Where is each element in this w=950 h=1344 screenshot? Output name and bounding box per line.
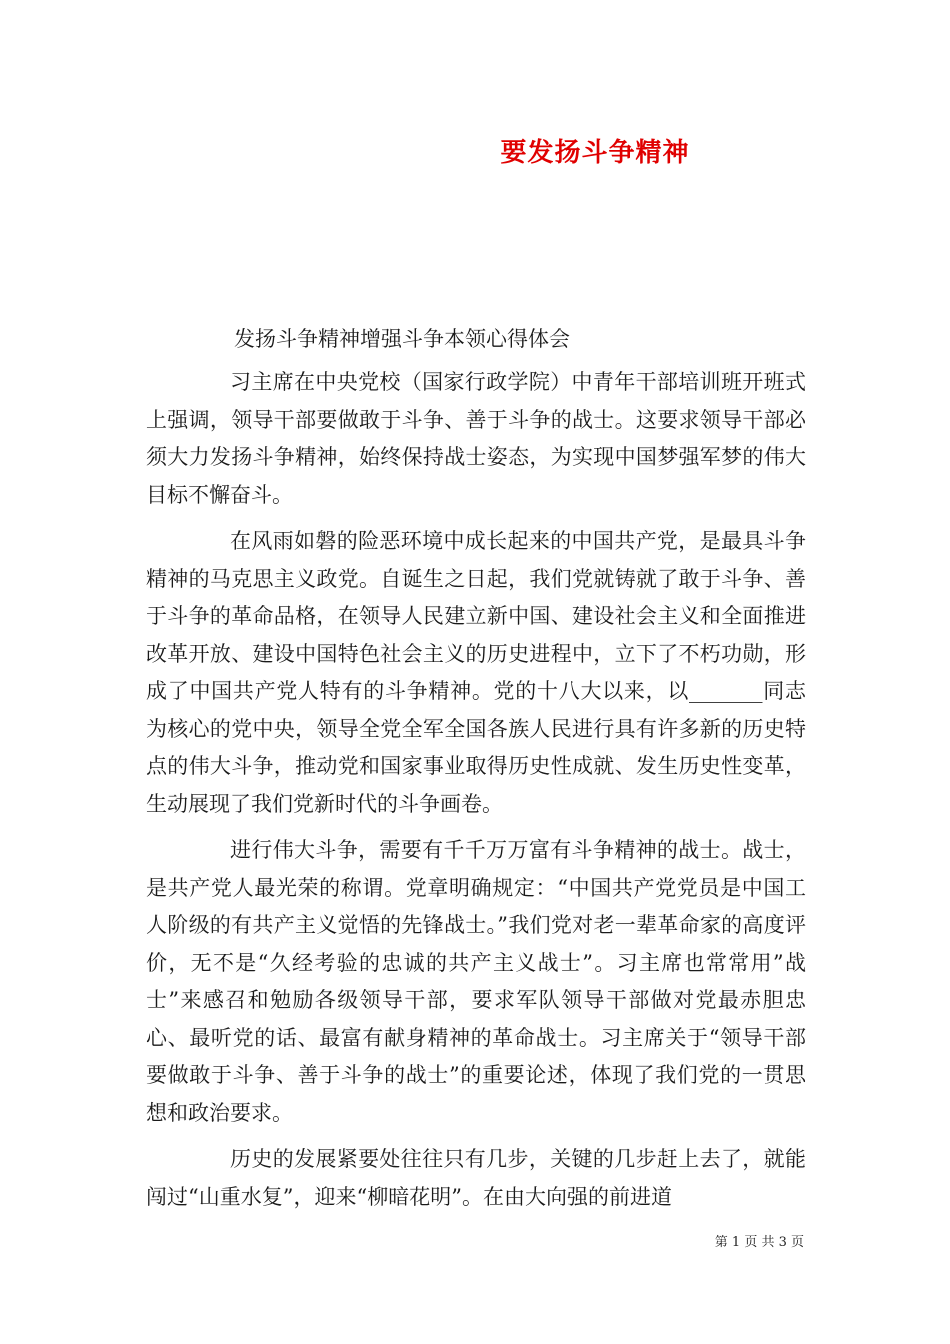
body-paragraph: 在风雨如磐的险恶环境中成长起来的中国共产党，是最具斗争精神的马克思主义政党。自诞生之日起，我们党就铸就了敢于斗争、善于斗争的革命品格，在领导人民建立新中国、建设社会主义和全面推进改革开放、建设中国特色社会主义的历史进程中，立下了不朽功勋，形成了中国共产党人特有的斗争精神。党的十八大以来，以_______同志为核心的党中央，领导全党全军全国各族人民进行具有许多新的历史特点的伟大斗争，推动党和国家事业取得历史性成就、发生历史性变革，生动展现了我们党新时代的斗争画卷。 — [146, 529, 806, 816]
body-paragraph: 历史的发展紧要处往往只有几步，关键的几步赶上去了，就能闯过“山重水复”，迎来“柳暗花明”。在由大向强的前进道 — [146, 1147, 806, 1209]
document-subtitle: 发扬斗争精神增强斗争本领心得体会 — [234, 327, 570, 351]
document-body — [146, 364, 806, 1225]
body-paragraph: 习主席在中央党校（国家行政学院）中青年干部培训班开班式上强调，领导干部要做敢于斗争、善于斗争的战士。这要求领导干部必须大力发扬斗争精神，始终保持战士姿态，为实现中国梦强军梦的伟大目标不懈奋斗。 — [146, 370, 806, 507]
page-number-footer: 第 1 页 共 3 页 — [714, 1235, 804, 1250]
body-paragraph: 进行伟大斗争，需要有千千万万富有斗争精神的战士。战士，是共产党人最光荣的称谓。党章明确规定：“中国共产党党员是中国工人阶级的有共产主义觉悟的先锋战士。”我们党对老一辈革命家的高度评价，无不是“久经考验的忠诚的共产主义战士”。习主席也常常用”战士”来感召和勉励各级领导干部，要求军队领导干部做对党最赤胆忠心、最听党的话、最富有献身精神的革命战士。习主席关于“领导干部要做敢于斗争、善于斗争的战士”的重要论述，体现了我们党的一贯思想和政治要求。 — [146, 838, 806, 1125]
page-title: 要发扬斗争精神 — [500, 138, 690, 168]
